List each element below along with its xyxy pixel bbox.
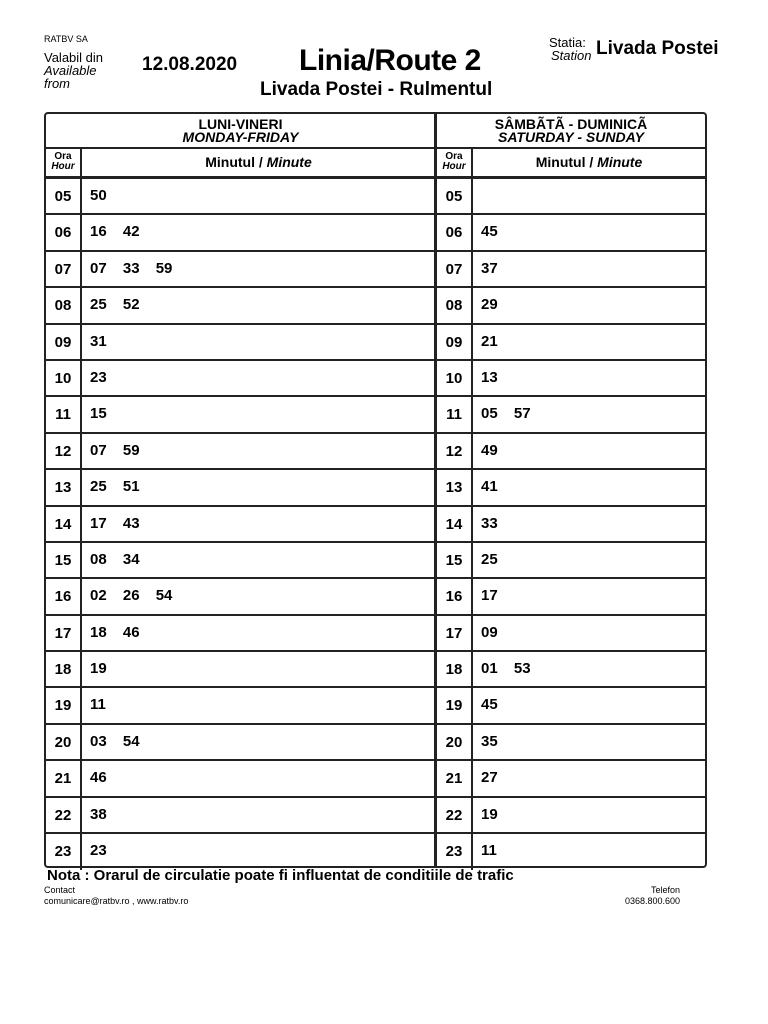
table-row (46, 543, 435, 579)
table-row (46, 179, 435, 215)
minutes-cell: 17 43 (90, 514, 140, 532)
hour-cell: 17 (437, 616, 473, 650)
minute-column-header (82, 149, 435, 176)
hour-cell: 09 (437, 325, 473, 359)
minutes-cell: 01 53 (481, 660, 531, 678)
hour-label: Ora (445, 151, 463, 162)
minutes-cell: 25 51 (90, 478, 140, 496)
traffic-note: Nota : Orarul de circulatie poate fi influentat de conditiile de trafic (47, 867, 514, 884)
hour-cell: 15 (46, 543, 82, 577)
table-row (46, 652, 435, 688)
hour-cell: 22 (46, 798, 82, 832)
table-row (437, 652, 705, 688)
hour-cell: 18 (46, 652, 82, 686)
hour-cell: 20 (46, 725, 82, 759)
hour-cell: 15 (437, 543, 473, 577)
minute-column-header (473, 149, 705, 176)
phone-label: Telefon (651, 885, 681, 895)
weekend-title: SÂMBÃTÃ - DUMINICÃ (494, 116, 648, 132)
table-row (46, 252, 435, 288)
route-title: Linia/Route 2 (299, 44, 481, 77)
weekday-rows (46, 179, 435, 866)
table-row (437, 288, 705, 324)
hour-cell: 07 (437, 252, 473, 286)
weekday-title-en: MONDAY-FRIDAY (182, 129, 299, 145)
minutes-cell: 17 (481, 587, 498, 605)
valid-from-label-en-2: from (44, 76, 70, 91)
hour-cell: 06 (46, 215, 82, 249)
hour-cell: 07 (46, 252, 82, 286)
minutes-cell: 35 (481, 732, 498, 750)
minutes-cell: 07 59 (90, 441, 140, 459)
minutes-cell: 09 (481, 623, 498, 641)
hour-cell: 17 (46, 616, 82, 650)
table-row (437, 470, 705, 506)
table-row (46, 470, 435, 506)
weekday-panel (46, 114, 435, 866)
table-row (46, 507, 435, 543)
table-row (437, 798, 705, 834)
hour-cell: 10 (437, 361, 473, 395)
table-row (437, 543, 705, 579)
minutes-cell: 13 (481, 368, 498, 386)
table-row (437, 761, 705, 797)
valid-from-label-en: Available (44, 63, 97, 78)
hour-cell: 20 (437, 725, 473, 759)
minutes-cell: 11 (481, 842, 497, 860)
hour-cell: 23 (437, 834, 473, 870)
minutes-cell: 15 (90, 405, 107, 423)
table-row (437, 579, 705, 615)
table-row (437, 507, 705, 543)
hour-label-en: Hour (442, 161, 466, 172)
hour-cell: 23 (46, 834, 82, 870)
hour-cell: 12 (437, 434, 473, 468)
minutes-cell: 37 (481, 259, 498, 277)
minutes-cell: 45 (481, 223, 498, 241)
station-label: Statia: (549, 35, 586, 50)
hour-column-header (46, 149, 82, 176)
minutes-cell: 49 (481, 441, 498, 459)
hour-label: Ora (54, 151, 72, 162)
table-row (437, 616, 705, 652)
minutes-cell: 46 (90, 769, 107, 787)
table-row (46, 434, 435, 470)
hour-cell: 09 (46, 325, 82, 359)
weekday-title: LUNI-VINERI (198, 116, 283, 132)
weekend-title-en: SATURDAY - SUNDAY (498, 129, 644, 145)
phone-number: 0368.800.600 (625, 896, 681, 906)
hour-cell: 08 (46, 288, 82, 322)
table-row (46, 834, 435, 870)
minutes-cell: 41 (481, 478, 498, 496)
minutes-cell: 23 (90, 842, 107, 860)
hour-cell: 19 (46, 688, 82, 722)
weekend-column-header (437, 149, 705, 179)
minutes-cell: 05 57 (481, 405, 531, 423)
minutes-cell: 16 42 (90, 223, 140, 241)
table-row (46, 397, 435, 433)
hour-cell: 13 (46, 470, 82, 504)
hour-cell: 16 (46, 579, 82, 613)
table-row (437, 325, 705, 361)
table-row (46, 215, 435, 251)
minutes-cell: 50 (90, 187, 107, 204)
table-row (46, 579, 435, 615)
timetable (44, 112, 707, 868)
table-row (437, 725, 705, 761)
table-row (437, 215, 705, 251)
minutes-cell: 25 (481, 550, 498, 568)
hour-cell: 13 (437, 470, 473, 504)
minutes-cell: 03 54 (90, 732, 140, 750)
weekend-header (437, 114, 705, 149)
hour-cell: 18 (437, 652, 473, 686)
hour-cell: 21 (46, 761, 82, 795)
minutes-cell: 19 (481, 805, 498, 823)
hour-cell: 19 (437, 688, 473, 722)
hour-cell: 05 (46, 179, 82, 213)
hour-cell: 14 (437, 507, 473, 541)
hour-cell: 08 (437, 288, 473, 322)
hour-column-header (437, 149, 473, 176)
minutes-cell: 11 (90, 696, 106, 714)
contact-label: Contact (44, 885, 76, 895)
contact-info: comunicare@ratbv.ro , www.ratbv.ro (44, 896, 189, 906)
minutes-cell: 27 (481, 769, 498, 787)
hour-cell: 14 (46, 507, 82, 541)
station-name: Livada Postei (596, 38, 719, 59)
minute-label-en: Minute (597, 154, 643, 170)
hour-cell: 22 (437, 798, 473, 832)
company-name: RATBV SA (44, 34, 88, 44)
table-row (46, 361, 435, 397)
table-row (437, 834, 705, 870)
minute-label: Minutul / (205, 154, 263, 170)
hour-cell: 12 (46, 434, 82, 468)
minutes-cell: 21 (481, 332, 498, 350)
weekend-panel (437, 114, 705, 866)
hour-cell: 11 (437, 397, 473, 431)
minutes-cell: 19 (90, 660, 107, 678)
hour-cell: 21 (437, 761, 473, 795)
minutes-cell: 45 (481, 696, 498, 714)
minute-label-en: Minute (266, 154, 312, 170)
table-row (46, 288, 435, 324)
table-row (437, 179, 705, 215)
table-row (437, 252, 705, 288)
table-row (437, 361, 705, 397)
station-label-en: Station (551, 48, 592, 63)
minutes-cell: 29 (481, 296, 498, 314)
minutes-cell: 31 (90, 332, 107, 350)
minute-label: Minutul / (535, 154, 594, 170)
minutes-cell: 38 (90, 805, 107, 823)
valid-from-label: Valabil din (44, 50, 104, 65)
weekday-column-header (46, 149, 435, 179)
minutes-cell: 07 33 59 (90, 259, 173, 277)
table-row (437, 397, 705, 433)
hour-cell: 10 (46, 361, 82, 395)
hour-cell: 11 (46, 397, 82, 431)
table-row (46, 325, 435, 361)
weekend-rows (437, 179, 705, 866)
hour-cell: 05 (437, 179, 473, 213)
minutes-cell: 18 46 (90, 623, 140, 641)
minutes-cell: 25 52 (90, 296, 140, 314)
minutes-cell: 02 26 54 (90, 587, 173, 605)
hour-cell: 16 (437, 579, 473, 613)
weekday-header (46, 114, 435, 149)
minutes-cell: 33 (481, 514, 498, 532)
table-row (46, 798, 435, 834)
hour-label-en: Hour (51, 161, 75, 172)
minutes-cell: 23 (90, 368, 107, 386)
table-row (46, 688, 435, 724)
table-row (46, 761, 435, 797)
hour-cell: 06 (437, 215, 473, 249)
table-row (437, 688, 705, 724)
table-row (46, 616, 435, 652)
valid-date: 12.08.2020 (142, 54, 238, 75)
route-endpoints: Livada Postei - Rulmentul (260, 79, 493, 100)
minutes-cell: 08 34 (90, 550, 140, 568)
table-row (46, 725, 435, 761)
table-row (437, 434, 705, 470)
